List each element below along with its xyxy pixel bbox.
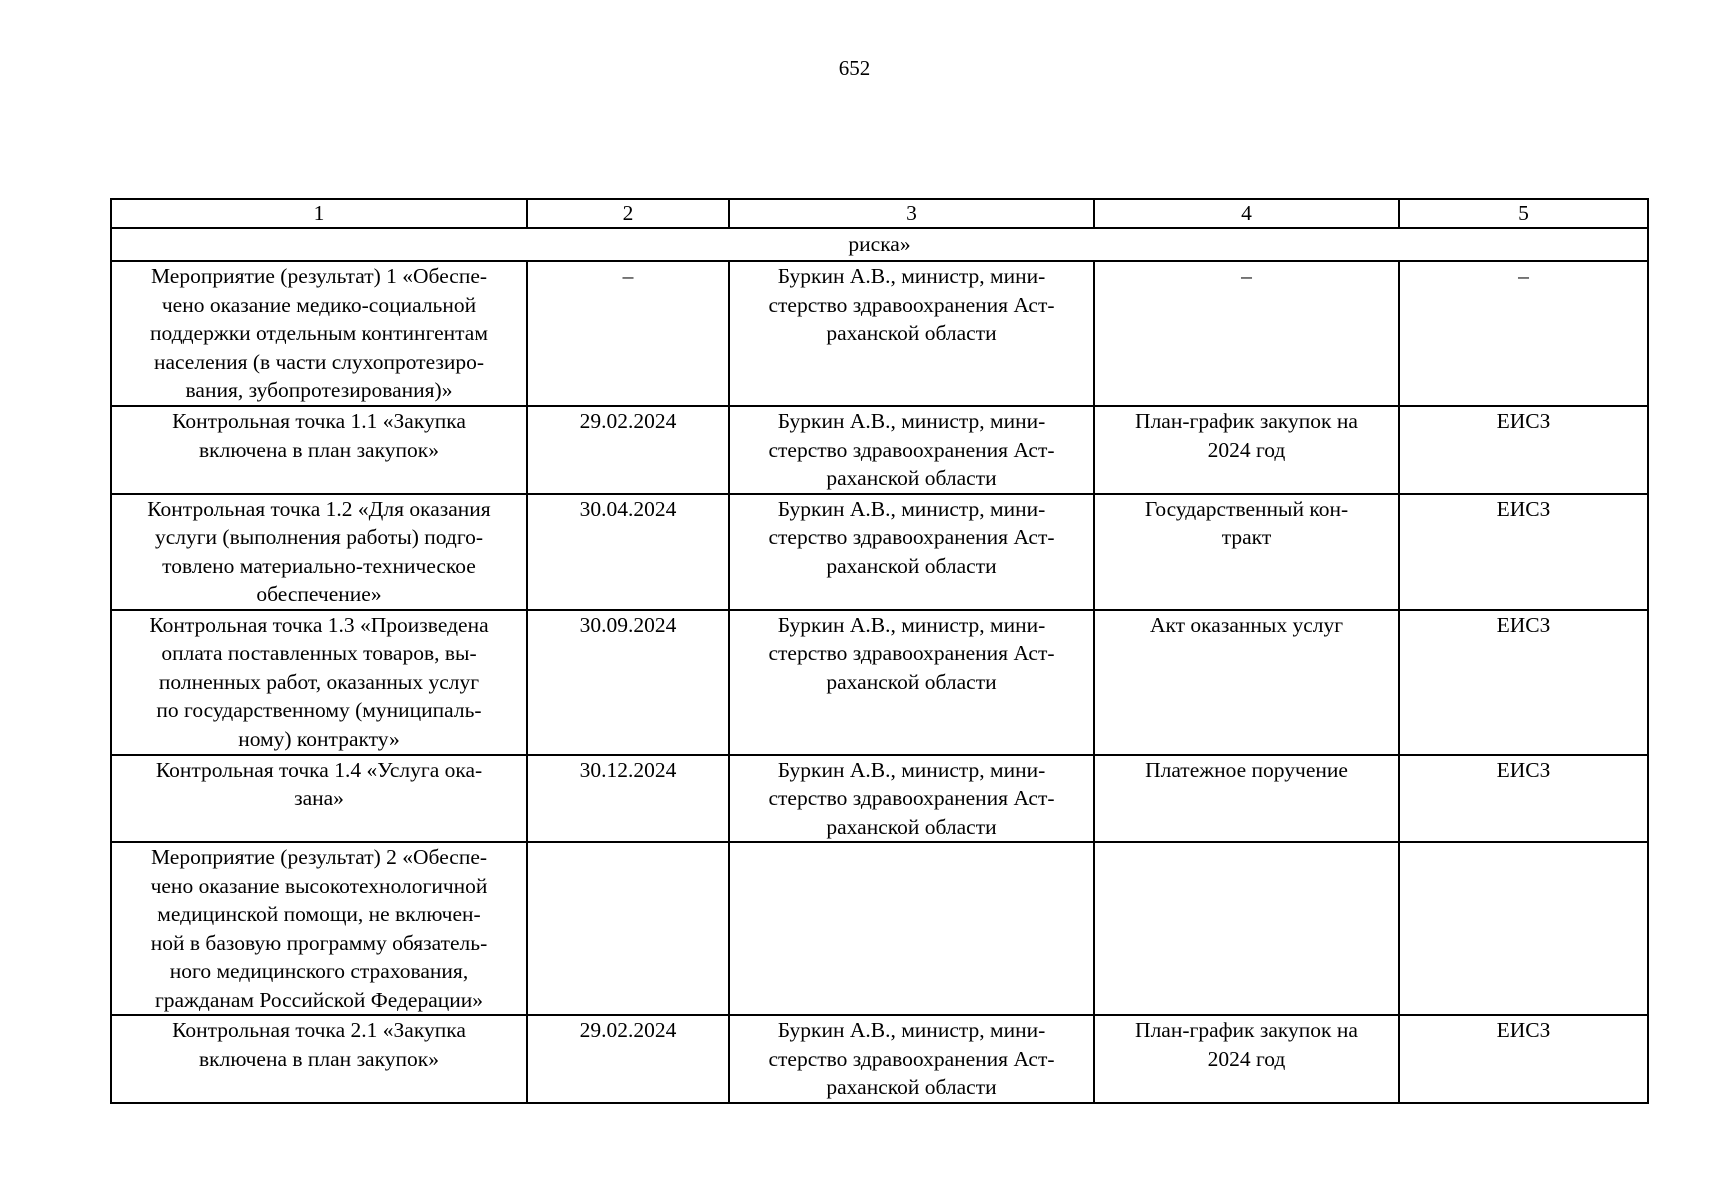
table-body: [111, 261, 1648, 1103]
responsible-cell: [729, 1015, 1094, 1103]
cell-line: стерство здравоохранения Аст-: [768, 437, 1055, 462]
table-row: [111, 755, 1648, 843]
date-cell: [527, 842, 729, 1015]
date-cell: 30.09.2024: [527, 610, 729, 755]
document-cell: [1094, 261, 1399, 406]
date-cell: 30.12.2024: [527, 755, 729, 843]
cell-line: обеспечение»: [256, 582, 382, 606]
cell-line: вания, зубопротезирования)»: [185, 378, 453, 402]
cell-line: План-график закупок на: [1135, 409, 1358, 433]
cell-line: раханской области: [826, 1075, 997, 1099]
date-cell: 29.02.2024: [527, 1015, 729, 1103]
cell-line: Буркин А.В., министр, мини-: [777, 757, 1046, 782]
column-number-5: 5: [1399, 199, 1648, 228]
cell-line: Буркин А.В., министр, мини-: [777, 496, 1046, 521]
table-row: [111, 1015, 1648, 1103]
cell-line: Буркин А.В., министр, мини-: [777, 409, 1046, 433]
document-cell: [1094, 610, 1399, 755]
cell-line: Акт оказанных услуг: [1149, 612, 1344, 637]
system-cell: –: [1399, 261, 1648, 406]
document-cell: [1094, 494, 1399, 610]
column-number-2: 2: [527, 199, 729, 228]
cell-line: товлено материально-техническое: [162, 553, 476, 578]
cell-line: Буркин А.В., министр, мини-: [777, 1018, 1046, 1042]
event-name-cell: [111, 755, 527, 843]
cell-line: ному) контракту»: [238, 726, 400, 751]
document-cell: [1094, 406, 1399, 494]
responsible-cell: [729, 406, 1094, 494]
table-row: [111, 261, 1648, 406]
column-number-3: 3: [729, 199, 1094, 228]
cell-line: услуги (выполнения работы) подго-: [154, 525, 484, 549]
cell-line: стерство здравоохранения Аст-: [768, 786, 1055, 810]
cell-line: включена в план закупок»: [199, 437, 439, 462]
event-name-cell: [111, 1015, 527, 1103]
cell-line: –: [1241, 264, 1252, 288]
control-points-table: [110, 198, 1649, 1104]
cell-line: раханской области: [826, 466, 997, 490]
date-cell: 30.04.2024: [527, 494, 729, 610]
cell-line: ного медицинского страхования,: [169, 959, 469, 983]
cell-line: стерство здравоохранения Аст-: [768, 1046, 1055, 1071]
cell-line: стерство здравоохранения Аст-: [768, 292, 1055, 317]
cell-line: раханской области: [826, 669, 997, 694]
cell-line: ной в базовую программу обязатель-: [150, 930, 488, 955]
cell-line: Контрольная точка 1.4 «Услуга ока-: [155, 757, 483, 782]
document-cell: [1094, 1015, 1399, 1103]
page-number: 652: [838, 56, 871, 80]
event-name-cell: [111, 842, 527, 1015]
cell-line: План-график закупок на: [1135, 1018, 1358, 1042]
system-cell: ЕИСЗ: [1399, 1015, 1648, 1103]
date-cell: –: [527, 261, 729, 406]
event-name-cell: [111, 261, 527, 406]
cell-line: населения (в части слухопротезиро-: [153, 349, 485, 374]
responsible-cell: [729, 261, 1094, 406]
cell-line: медицинской помощи, не включен-: [157, 902, 481, 926]
system-cell: [1399, 842, 1648, 1015]
cell-line: поддержки отдельным контингентам: [150, 321, 488, 345]
cell-line: Контрольная точка 2.1 «Закупка: [172, 1018, 466, 1042]
cell-line: 2024 год: [1207, 437, 1286, 462]
cell-line: стерство здравоохранения Аст-: [768, 525, 1055, 549]
document-cell: [1094, 755, 1399, 843]
responsible-cell: [729, 610, 1094, 755]
responsible-cell: [729, 494, 1094, 610]
cell-line: раханской области: [826, 553, 997, 578]
table-row: [111, 494, 1648, 610]
column-number-row: [111, 199, 1648, 228]
cell-line: включена в план закупок»: [199, 1046, 439, 1071]
cell-line: оплата поставленных товаров, вы-: [161, 641, 477, 665]
column-number-4: 4: [1094, 199, 1399, 228]
cell-line: Буркин А.В., министр, мини-: [777, 264, 1046, 288]
cell-line: Мероприятие (результат) 1 «Обеспе-: [150, 264, 488, 288]
event-name-cell: [111, 494, 527, 610]
cell-line: гражданам Российской Федерации»: [154, 987, 484, 1012]
responsible-cell: [729, 842, 1094, 1015]
column-number-1: 1: [111, 199, 527, 228]
cell-line: раханской области: [826, 814, 997, 839]
cell-line: тракт: [1221, 525, 1272, 549]
event-name-cell: [111, 406, 527, 494]
system-cell: ЕИСЗ: [1399, 406, 1648, 494]
table-row: [111, 842, 1648, 1015]
document-cell: [1094, 842, 1399, 1015]
event-name-cell: [111, 610, 527, 755]
continuation-text: риска»: [111, 228, 1648, 261]
cell-line: по государственному (муниципаль-: [156, 698, 482, 722]
cell-line: Контрольная точка 1.3 «Произведена: [149, 612, 489, 637]
cell-line: раханской области: [826, 321, 997, 345]
cell-line: Буркин А.В., министр, мини-: [777, 612, 1046, 637]
table-row: [111, 610, 1648, 755]
cell-line: Контрольная точка 1.1 «Закупка: [172, 409, 466, 433]
cell-line: зана»: [294, 786, 344, 810]
date-cell: 29.02.2024: [527, 406, 729, 494]
cell-line: Контрольная точка 1.2 «Для оказания: [147, 496, 491, 521]
cell-line: Мероприятие (результат) 2 «Обеспе-: [150, 845, 488, 869]
table-row: [111, 406, 1648, 494]
cell-line: чено оказание высокотехнологичной: [150, 873, 488, 898]
cell-line: чено оказание медико-социальной: [161, 292, 477, 317]
cell-line: стерство здравоохранения Аст-: [768, 641, 1055, 665]
cell-line: полненных работ, оказанных услуг: [158, 669, 480, 694]
cell-line: 2024 год: [1207, 1046, 1286, 1071]
responsible-cell: [729, 755, 1094, 843]
continuation-row: [111, 228, 1648, 261]
system-cell: ЕИСЗ: [1399, 610, 1648, 755]
cell-line: Государственный кон-: [1144, 496, 1349, 521]
system-cell: ЕИСЗ: [1399, 494, 1648, 610]
cell-line: Платежное поручение: [1145, 757, 1348, 782]
system-cell: ЕИСЗ: [1399, 755, 1648, 843]
